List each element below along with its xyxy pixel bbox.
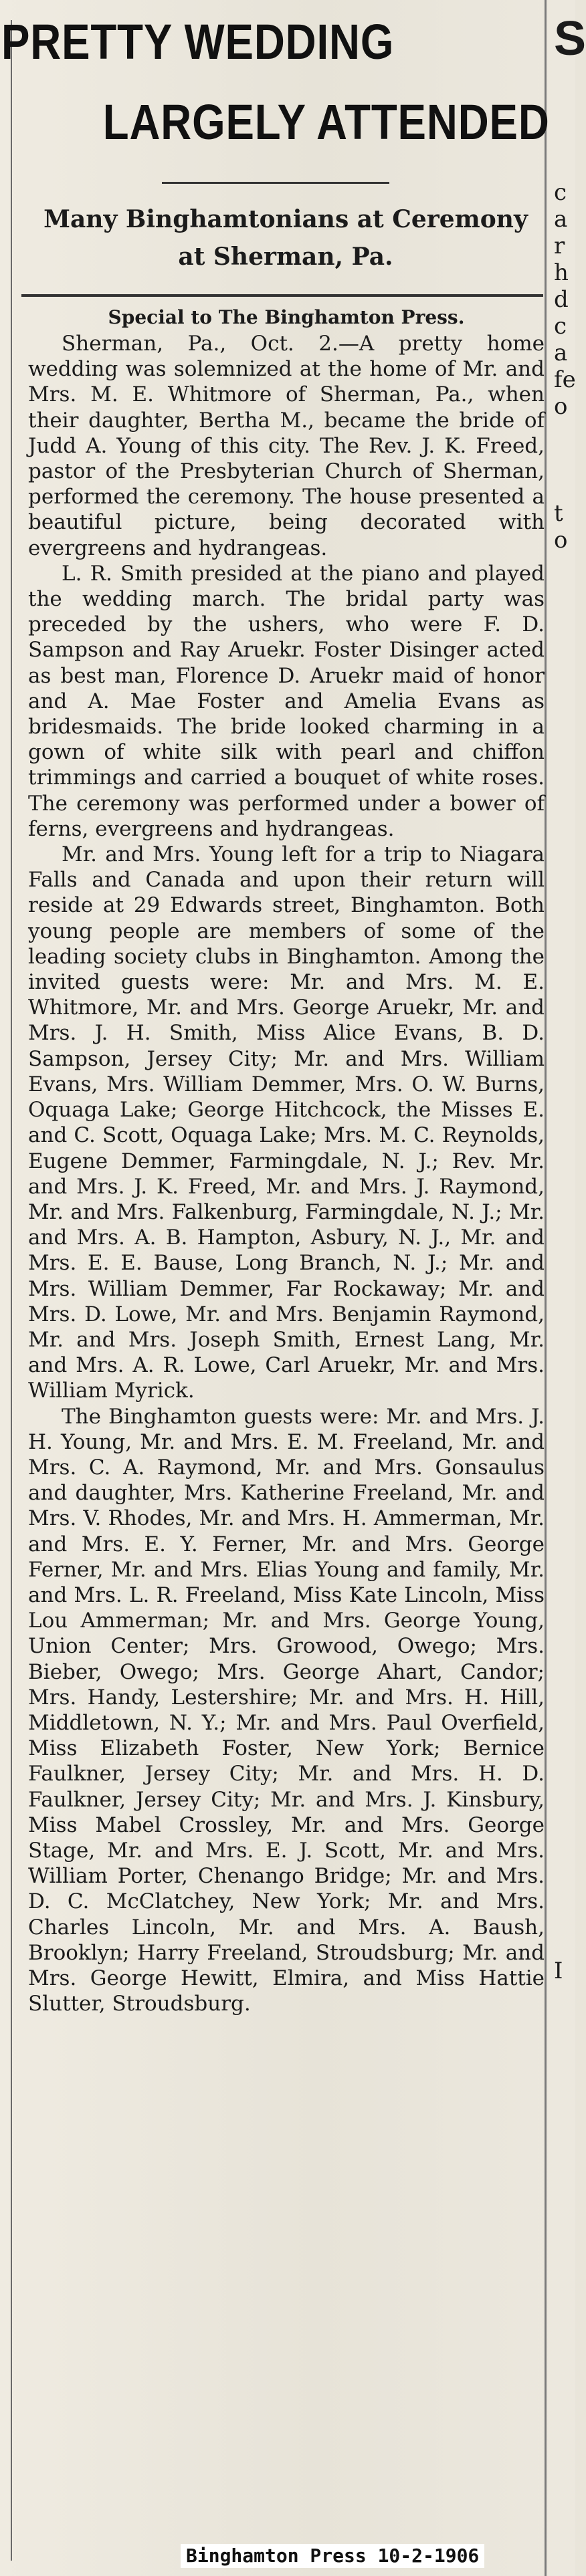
adjacent-fragment: c bbox=[554, 179, 567, 206]
dateline: Special to The Binghamton Press. bbox=[108, 306, 465, 328]
headline-line-1: PRETTY WEDDING bbox=[1, 14, 395, 70]
article-body bbox=[28, 304, 545, 2016]
adjacent-fragment: fe bbox=[554, 366, 576, 393]
adjacent-column-fragment bbox=[549, 0, 586, 2576]
subheadline-divider bbox=[21, 294, 543, 297]
adjacent-fragment: o bbox=[554, 527, 568, 554]
adjacent-headline-letter: S bbox=[554, 12, 586, 66]
subheadline: Many Binghamtonians at Ceremony at Sherman, Pa. bbox=[43, 205, 528, 271]
adjacent-fragment: c bbox=[554, 313, 567, 340]
adjacent-fragment: a bbox=[554, 206, 568, 233]
adjacent-fragment: o bbox=[554, 393, 568, 420]
article-column bbox=[1, 0, 550, 2576]
adjacent-fragment: r bbox=[554, 233, 565, 259]
adjacent-fragment: a bbox=[554, 340, 568, 366]
article-paragraph: L. R. Smith presided at the piano and played the wedding march. The bridal party was preceded by the ushers, who were F. D. Sampson and Ray Aruekr. Foster Disinger acted as best man, Florence D. Aruekr maid of honor and A. Mae Foster and Amelia Evans as bridesmaids. The bride looked charming in a gown of white silk with pearl and chiffon trimmings and carried a bouquet of white roses. The ceremony was performed under a bower of ferns, evergreens and hydrangeas. bbox=[28, 561, 545, 841]
adjacent-fragment: t bbox=[554, 500, 563, 527]
article-paragraph: Sherman, Pa., Oct. 2.—A pretty home wedding was solemnized at the home of Mr. and Mrs. M. E. Whitmore of Sherman, Pa., when their daughter, Bertha M., became the bride of Judd A. Young of this city. The Rev. J. K. Freed, pastor of the Presbyterian Church of Sherman, performed the ceremony. The house presented a beautiful picture, being decorated with evergreens and hydrangeas. bbox=[28, 332, 545, 560]
adjacent-fragment: I bbox=[554, 1958, 563, 1984]
source-caption: Binghamton Press 10-2-1906 bbox=[181, 2544, 484, 2568]
adjacent-fragment: h bbox=[554, 259, 569, 286]
article-paragraph: The Binghamton guests were: Mr. and Mrs. J. H. Young, Mr. and Mrs. E. M. Freeland, Mr. and Mrs. C. A. Raymond, Mr. and Mrs. Gonsaulus and daughter, Mrs. Katherine Freeland, Mr. and Mrs. V. Rhodes, Mr. and Mrs. H. Ammerman, Mr. and Mrs. E. Y. Ferner, Mr. and Mrs. George Ferner, Mr. and Mrs. Elias Young and family, Mr. and Mrs. L. R. Freeland, Miss Kate Lincoln, Miss Lou Ammerman; Mr. and Mrs. George Young, Union Center; Mrs. Growood, Owego; Mrs. Bieber, Owego; Mrs. George Ahart, Candor; Mrs. Handy, Lestershire; Mr. and Mrs. H. Hill, Middletown, N. Y.; Mr. and Mrs. Paul Overfield, Miss Elizabeth Foster, New York; Bernice Faulkner, Jersey City; Mr. and Mrs. H. D. Faulkner, Jersey City; Mr. and Mrs. J. Kinsbury, Miss Mabel Crossley, Mr. and Mrs. George Stage, Mr. and Mrs. E. J. Scott, Mr. and Mrs. William Porter, Chenango Bridge; Mr. and Mrs. D. C. McClatchey, New York; Mr. and Mrs. Charles Lincoln, Mr. and Mrs. A. Baush, Brooklyn; Harry Freeland, Stroudsburg; Mr. and Mrs. George Hewitt, Elmira, and Miss Hattie Slutter, Stroudsburg. bbox=[28, 1404, 545, 2016]
headline-divider bbox=[162, 182, 389, 184]
article-paragraph: Mr. and Mrs. Young left for a trip to Niagara Falls and Canada and upon their return will reside at 29 Edwards street, Binghamton. Both young people are members of some of the leading society clubs in Binghamton. Among the invited guests were: Mr. and Mrs. M. E. Whitmore, Mr. and Mrs. George Aruekr, Mr. and Mrs. J. H. Smith, Miss Alice Evans, B. D. Sampson, Jersey City; Mr. and Mrs. William Evans, Mrs. William Demmer, Mrs. O. W. Burns, Oquaga Lake; George Hitchcock, the Misses E. and C. Scott, Oquaga Lake; Mrs. M. C. Reynolds, Eugene Demmer, Farmingdale, N. J.; Rev. Mr. and Mrs. J. K. Freed, Mr. and Mrs. J. Raymond, Mr. and Mrs. Falkenburg, Farmingdale, N. J.; Mr. and Mrs. A. B. Hampton, Asbury, N. J., Mr. and Mrs. E. E. Bause, Long Branch, N. J.; Mr. and Mrs. William Demmer, Far Rockaway; Mr. and Mrs. D. Lowe, Mr. and Mrs. Benjamin Raymond, Mr. and Mrs. Joseph Smith, Ernest Lang, Mr. and Mrs. A. R. Lowe, Carl Aruekr, Mr. and Mrs. William Myrick. bbox=[28, 842, 545, 1403]
left-column-rule bbox=[11, 20, 12, 2561]
right-column-rule bbox=[545, 0, 547, 2576]
adjacent-fragment: d bbox=[554, 286, 569, 313]
headline-line-2: LARGELY ATTENDED bbox=[103, 94, 550, 150]
